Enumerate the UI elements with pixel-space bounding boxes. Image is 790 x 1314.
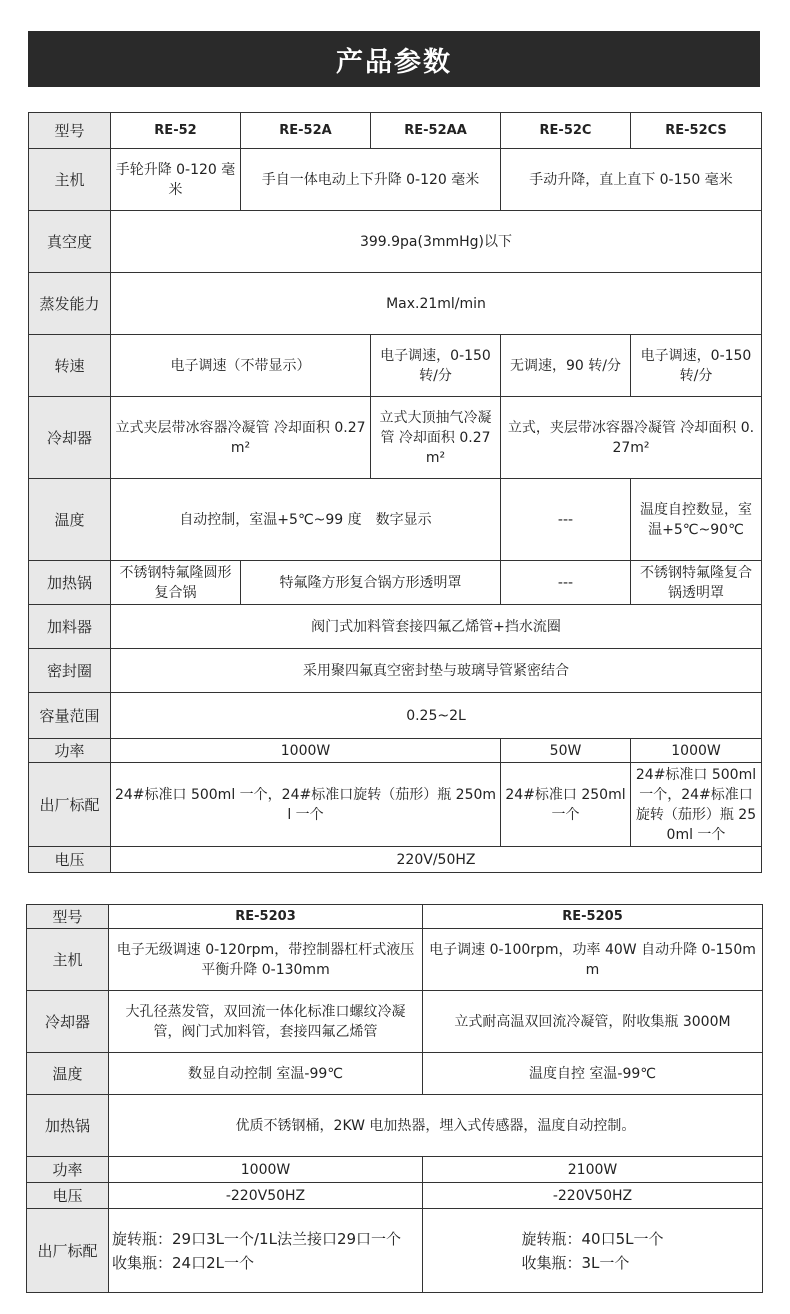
host-re52: 手轮升降 0-120 毫米 [111, 149, 241, 211]
table-row [27, 1209, 763, 1293]
row-label-capacity: 容量范围 [29, 693, 111, 739]
table-row [29, 149, 762, 211]
temp-re52-aa: 自动控制，室温+5℃~99 度 数字显示 [111, 479, 501, 561]
temp-re52c: --- [501, 479, 631, 561]
table-row [29, 605, 762, 649]
row-label-power: 功率 [29, 739, 111, 763]
table-row [27, 1183, 763, 1209]
spec-table-re520x-series [26, 904, 763, 1293]
row-label-temp: 温度 [27, 1053, 109, 1095]
row-label-pot: 加热锅 [27, 1095, 109, 1157]
row-label-power: 功率 [27, 1157, 109, 1183]
pot-re52cs: 不锈钢特氟隆复合锅透明罩 [631, 561, 762, 605]
row-label-temp: 温度 [29, 479, 111, 561]
speed-re52-52a: 电子调速（不带显示） [111, 335, 371, 397]
row-label-config: 出厂标配 [29, 763, 111, 847]
feed-value: 阀门式加料管套接四氟乙烯管+挡水流圈 [111, 605, 762, 649]
row-label-voltage: 电压 [27, 1183, 109, 1209]
row-label-model: 型号 [29, 113, 111, 149]
pot-re52a-aa: 特氟隆方形复合锅方形透明罩 [241, 561, 501, 605]
host-re5205: 电子调速 0-100rpm，功率 40W 自动升降 0-150mm [423, 929, 763, 991]
speed-re52aa: 电子调速，0-150 转/分 [371, 335, 501, 397]
power-re5203: 1000W [109, 1157, 423, 1183]
config-re5205-line2: 收集瓶：3L一个 [521, 1253, 630, 1272]
pot-value: 优质不锈钢桶，2KW 电加热器，埋入式传感器，温度自动控制。 [109, 1095, 763, 1157]
row-label-model: 型号 [27, 905, 109, 929]
row-label-feed: 加料器 [29, 605, 111, 649]
cooler-re52aa: 立式大顶抽气冷凝管 冷却面积 0.27m² [371, 397, 501, 479]
row-label-evap: 蒸发能力 [29, 273, 111, 335]
model-re-52: RE-52 [111, 113, 241, 149]
row-label-cooler: 冷却器 [27, 991, 109, 1053]
speed-re52cs: 电子调速，0-150 转/分 [631, 335, 762, 397]
config-re5203 [109, 1209, 423, 1293]
config-re52-aa: 24#标准口 500ml 一个，24#标准口旋转（茄形）瓶 250ml 一个 [111, 763, 501, 847]
temp-re5205: 温度自控 室温-99℃ [423, 1053, 763, 1095]
model-re-52a: RE-52A [241, 113, 371, 149]
table-row [29, 693, 762, 739]
table-row [29, 113, 762, 149]
table-row [27, 929, 763, 991]
temp-re52cs: 温度自控数显，室温+5℃~90℃ [631, 479, 762, 561]
table-row [29, 397, 762, 479]
table-row [29, 335, 762, 397]
model-re-52aa: RE-52AA [371, 113, 501, 149]
host-re5203: 电子无级调速 0-120rpm，带控制器杠杆式液压平衡升降 0-130mm [109, 929, 423, 991]
power-re5205: 2100W [423, 1157, 763, 1183]
table-row [27, 1157, 763, 1183]
voltage-re5203: -220V50HZ [109, 1183, 423, 1209]
row-label-host: 主机 [29, 149, 111, 211]
power-re52cs: 1000W [631, 739, 762, 763]
table-row [27, 905, 763, 929]
row-label-pot: 加热锅 [29, 561, 111, 605]
cooler-re5203: 大孔径蒸发管，双回流一体化标准口螺纹冷凝管，阀门式加料管，套接四氟乙烯管 [109, 991, 423, 1053]
table-row [29, 763, 762, 847]
power-re52c: 50W [501, 739, 631, 763]
model-re-5205: RE-5205 [423, 905, 763, 929]
spec-table-re52-series [28, 112, 762, 873]
seal-value: 采用聚四氟真空密封垫与玻璃导管紧密结合 [111, 649, 762, 693]
config-re5203-line2: 收集瓶：24口2L一个 [112, 1253, 254, 1272]
voltage-re5205: -220V50HZ [423, 1183, 763, 1209]
cooler-re52c-cs: 立式，夹层带冰容器冷凝管 冷却面积 0.27m² [501, 397, 762, 479]
config-re5205 [423, 1209, 763, 1293]
host-re52a-aa: 手自一体电动上下升降 0-120 毫米 [241, 149, 501, 211]
table-row [29, 561, 762, 605]
model-re-52cs: RE-52CS [631, 113, 762, 149]
pot-re52c: --- [501, 561, 631, 605]
model-re-52c: RE-52C [501, 113, 631, 149]
config-re52cs: 24#标准口 500ml 一个，24#标准口旋转（茄形）瓶 250ml 一个 [631, 763, 762, 847]
row-label-config: 出厂标配 [27, 1209, 109, 1293]
host-re52c-cs: 手动升降，直上直下 0-150 毫米 [501, 149, 762, 211]
table-row [27, 1053, 763, 1095]
row-label-seal: 密封圈 [29, 649, 111, 693]
row-label-cooler: 冷却器 [29, 397, 111, 479]
row-label-host: 主机 [27, 929, 109, 991]
table-row [29, 479, 762, 561]
pot-re52: 不锈钢特氟隆圆形复合锅 [111, 561, 241, 605]
model-re-5203: RE-5203 [109, 905, 423, 929]
row-label-vacuum: 真空度 [29, 211, 111, 273]
speed-re52c: 无调速，90 转/分 [501, 335, 631, 397]
row-label-speed: 转速 [29, 335, 111, 397]
config-re52c: 24#标准口 250ml 一个 [501, 763, 631, 847]
table-row [29, 211, 762, 273]
config-re5205-line1: 旋转瓶：40口5L一个 [521, 1229, 664, 1248]
table-row [27, 1095, 763, 1157]
table-row [29, 273, 762, 335]
cooler-re52-52a: 立式夹层带冰容器冷凝管 冷却面积 0.27m² [111, 397, 371, 479]
cooler-re5205: 立式耐高温双回流冷凝管，附收集瓶 3000M [423, 991, 763, 1053]
table-row [27, 991, 763, 1053]
row-label-voltage: 电压 [29, 847, 111, 873]
table-row [29, 649, 762, 693]
config-re5203-line1: 旋转瓶：29口3L一个/1L法兰接口29口一个 [112, 1229, 402, 1248]
power-re52-aa: 1000W [111, 739, 501, 763]
table-row [29, 847, 762, 873]
page-title: 产品参数 [28, 31, 760, 87]
evap-value: Max.21ml/min [111, 273, 762, 335]
vacuum-value: 399.9pa(3mmHg)以下 [111, 211, 762, 273]
temp-re5203: 数显自动控制 室温-99℃ [109, 1053, 423, 1095]
voltage-value: 220V/50HZ [111, 847, 762, 873]
table-row [29, 739, 762, 763]
capacity-value: 0.25~2L [111, 693, 762, 739]
